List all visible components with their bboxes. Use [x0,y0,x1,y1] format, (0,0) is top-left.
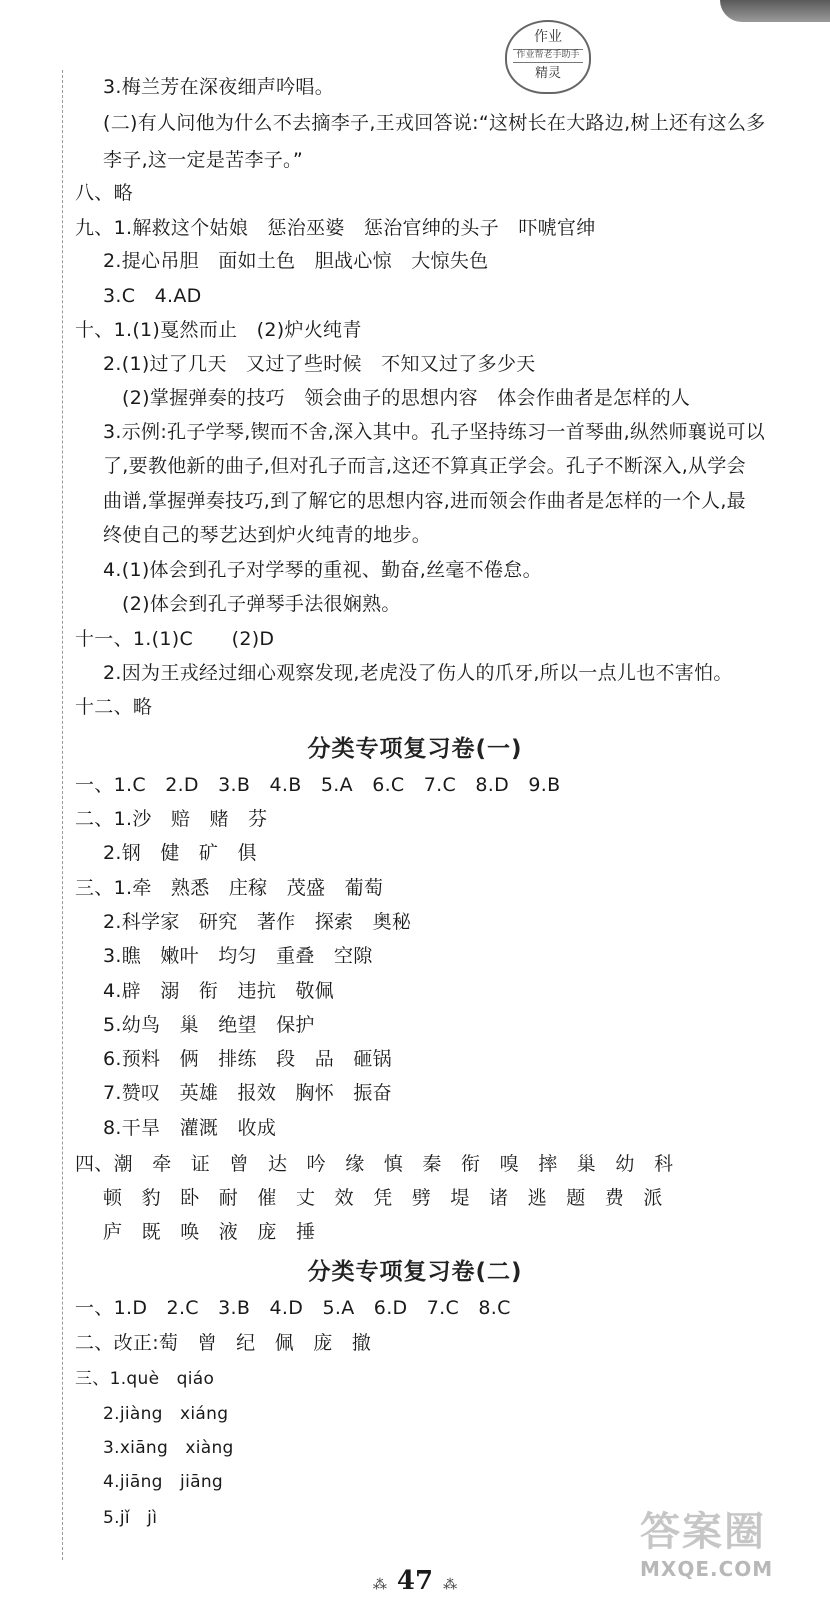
answer-line: 三、1.牵 熟悉 庄稼 茂盛 葡萄 [75,877,384,899]
stamp-top-text: 作业 [534,29,562,45]
answer-line: 3.梅兰芳在深夜细声吟唱。 [103,76,335,98]
answer-line: 九、1.解救这个姑娘 惩治巫婆 惩治官绅的头子 吓唬官绅 [75,217,596,239]
answer-line: 一、1.C 2.D 3.B 4.B 5.A 6.C 7.C 8.D 9.B [75,774,561,796]
answer-line: 4.(1)体会到孔子对学琴的重视、勤奋,丝毫不倦怠。 [103,559,542,581]
margin-dashed-line [62,70,63,1560]
answer-line: 2.因为王戎经过细心观察发现,老虎没了伤人的爪牙,所以一点儿也不害怕。 [103,662,733,684]
answer-line: 6.预料 俩 排练 段 品 砸锅 [103,1048,392,1070]
section-title: 分类专项复习卷(二) [307,1259,523,1285]
section-title: 分类专项复习卷(一) [307,736,523,762]
homework-stamp [505,20,591,94]
page-corner-shadow [720,0,830,22]
watermark-bottom-text: MXQE.COM [640,1557,774,1581]
answer-line: 庐 既 唤 液 庞 捶 [103,1221,316,1243]
stamp-middle-text: 作业帮老手助手 [513,49,583,63]
answer-line: 二、1.沙 赔 赌 芬 [75,808,268,830]
answer-line: 二、改正:萄 曾 纪 佩 庞 撤 [75,1332,372,1354]
answer-line: (2)掌握弹奏的技巧 领会曲子的思想内容 体会作曲者是怎样的人 [122,387,691,409]
answer-line: 2.提心吊胆 面如土色 胆战心惊 大惊失色 [103,250,489,272]
answer-line: 4.jiāng jiāng [103,1472,223,1492]
answer-line: 3.xiāng xiàng [103,1438,234,1458]
answer-line: 了,要教他新的曲子,但对孔子而言,这还不算真正学会。孔子不断深入,从学会 [103,455,746,477]
answer-line: 2.科学家 研究 著作 探索 奥秘 [103,911,412,933]
answer-line: 曲谱,掌握弹奏技巧,到了解它的思想内容,进而领会作曲者是怎样的一个人,最 [103,490,746,512]
answer-line: 李子,这一定是苦李子。” [103,149,303,171]
answer-line: 顿 豹 卧 耐 催 丈 效 凭 劈 堤 诸 逃 题 费 派 [103,1187,663,1209]
answer-line: 终使自己的琴艺达到炉火纯青的地步。 [103,524,432,546]
answer-line: 八、略 [75,182,133,204]
page-number [0,1566,830,1596]
answer-line: (二)有人问他为什么不去摘李子,王戎回答说:“这树长在大路边,树上还有这么多 [103,112,766,134]
answer-line: 三、1.què qiáo [75,1369,215,1389]
answer-line: 7.赞叹 英雄 报效 胸怀 振奋 [103,1082,392,1104]
answer-line: 一、1.D 2.C 3.B 4.D 5.A 6.D 7.C 8.C [75,1297,511,1319]
ornament-left-icon: ⁂ [372,1577,387,1593]
ornament-right-icon: ⁂ [443,1577,458,1593]
answer-line: 四、潮 牵 证 曾 达 吟 缘 慎 秦 衔 嗅 摔 巢 幼 科 [75,1153,674,1175]
answer-line: 2.jiàng xiáng [103,1404,229,1424]
answer-line: (2)体会到孔子弹琴手法很娴熟。 [122,593,401,615]
answer-line: 十二、略 [75,696,153,718]
stamp-bottom-text: 精灵 [534,66,561,82]
answer-line: 3.C 4.AD [103,285,202,307]
answer-line: 十、1.(1)戛然而止 (2)炉火纯青 [75,319,362,341]
answer-line: 5.jǐ jì [103,1508,158,1528]
watermark-top-text: 答案圈 [640,1509,766,1555]
page-number-text: 47 [396,1566,434,1596]
answer-line: 3.示例:孔子学琴,锲而不舍,深入其中。孔子坚持练习一首琴曲,纵然师襄说可以 [103,421,766,443]
answer-line: 十一、1.(1)C (2)D [75,628,275,650]
answer-line: 8.干旱 灌溉 收成 [103,1117,277,1139]
answer-line: 2.(1)过了几天 又过了些时候 不知又过了多少天 [103,353,536,375]
answer-line: 5.幼鸟 巢 绝望 保护 [103,1014,315,1036]
answer-line: 3.瞧 嫩叶 均匀 重叠 空隙 [103,945,373,967]
answer-line: 4.辟 溺 衔 违抗 敬佩 [103,980,335,1002]
answer-line: 2.钢 健 矿 俱 [103,842,257,864]
